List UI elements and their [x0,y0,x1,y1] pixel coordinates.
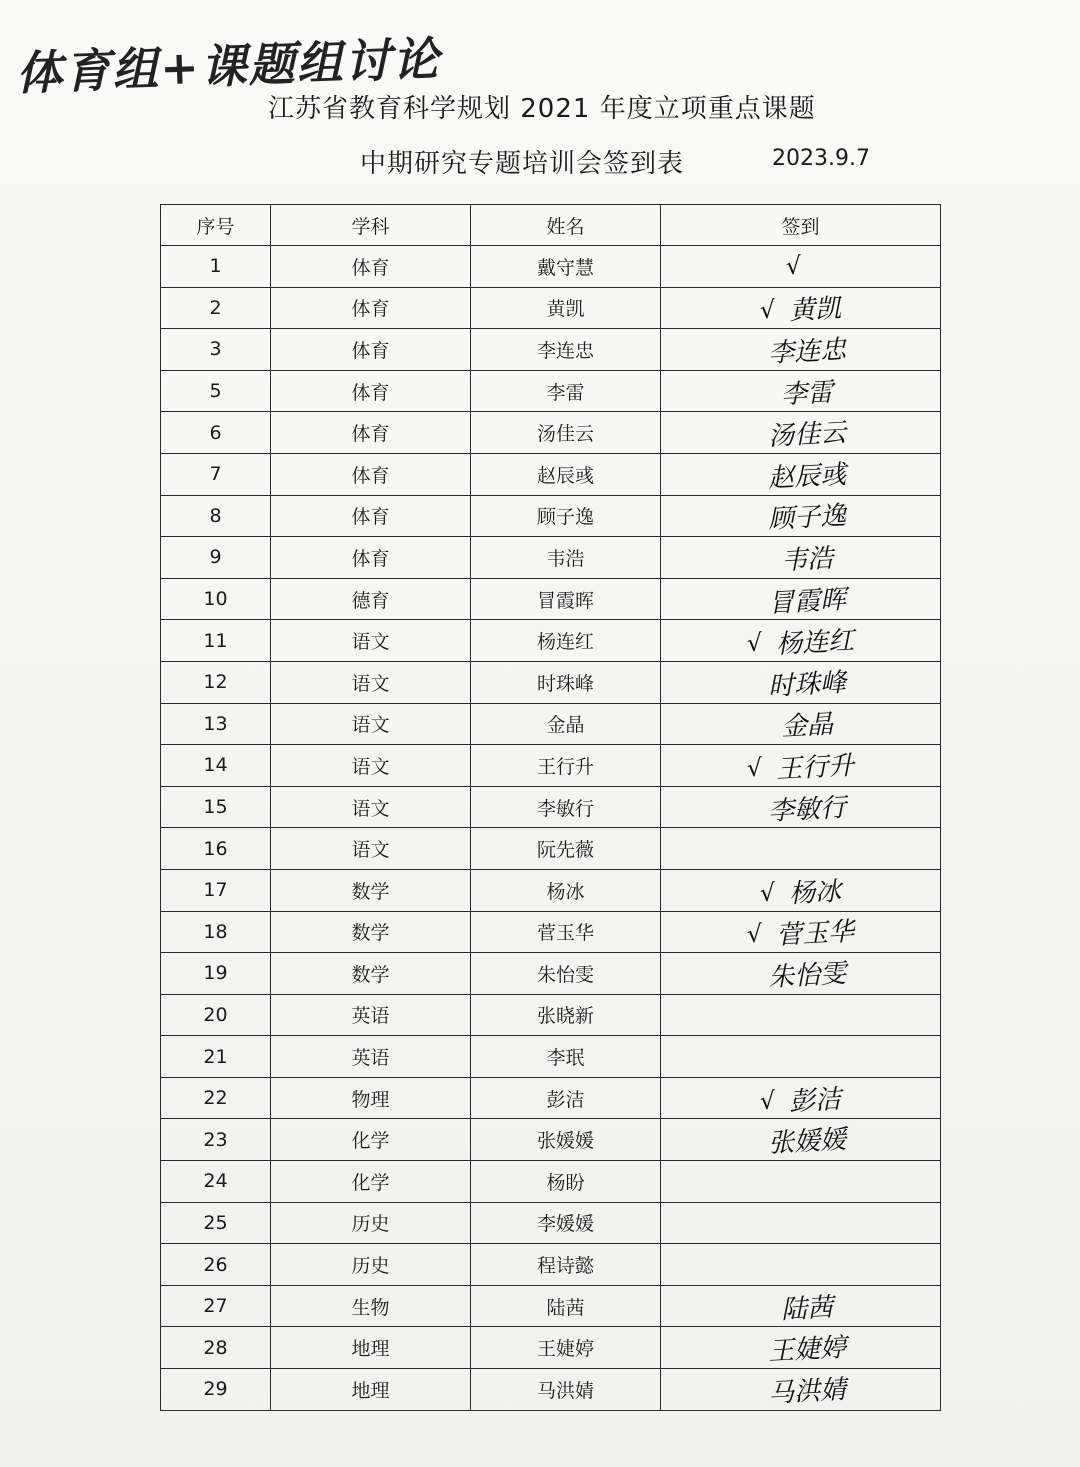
row-number: 9 [161,537,271,579]
table-row [161,1244,941,1286]
table-row [161,1077,941,1119]
handwritten-signature: 杨连红 [775,626,856,661]
row-signature-cell [661,703,941,745]
row-number: 20 [161,994,271,1036]
row-number: 2 [161,287,271,329]
row-name: 赵辰彧 [471,453,661,495]
row-number: 19 [161,953,271,995]
row-subject: 历史 [271,1202,471,1244]
handwritten-signature: 杨冰 [788,876,843,910]
handwritten-signature: 顾子逸 [767,501,848,536]
row-signature-cell [661,1244,941,1286]
handwritten-signature: 菅玉华 [775,917,856,952]
row-number: 18 [161,911,271,953]
table-row [161,745,941,787]
row-signature-cell [661,1327,941,1369]
table-row [161,1119,941,1161]
row-subject: 语文 [271,661,471,703]
row-name: 杨连红 [471,620,661,662]
row-subject: 体育 [271,412,471,454]
row-subject: 化学 [271,1161,471,1203]
row-number: 7 [161,453,271,495]
row-subject: 英语 [271,994,471,1036]
checkmark-icon: √ [759,296,776,325]
row-name: 汤佳云 [471,412,661,454]
row-subject: 英语 [271,1036,471,1078]
row-signature-cell [661,869,941,911]
table-row [161,828,941,870]
row-subject: 物理 [271,1077,471,1119]
table-row [161,453,941,495]
table-row [161,329,941,371]
checkmark-icon: √ [746,753,763,783]
row-signature-cell [661,578,941,620]
table-row [161,246,941,288]
handwritten-signature: 张媛媛 [767,1125,848,1160]
row-number: 24 [161,1161,271,1203]
row-signature-cell [661,495,941,537]
table-row [161,1161,941,1203]
row-number: 21 [161,1036,271,1078]
row-subject: 体育 [271,246,471,288]
checkmark-icon: √ [759,878,776,908]
checkmark-icon: √ [785,251,802,281]
row-signature-cell [661,1202,941,1244]
row-number: 25 [161,1202,271,1244]
row-number: 3 [161,329,271,371]
row-signature-cell [661,1077,941,1119]
row-number: 13 [161,703,271,745]
checkmark-icon: √ [746,919,763,949]
table-row [161,994,941,1036]
row-signature-cell [661,745,941,787]
row-subject: 数学 [271,911,471,953]
table-row [161,1327,941,1369]
handwritten-signature: 朱怡雯 [767,958,848,993]
row-subject: 体育 [271,453,471,495]
handwritten-signature: 李雷 [780,377,835,410]
document-title: 江苏省教育科学规划 2021 年度立项重点课题 [268,94,816,124]
handwritten-signature: 王婕婷 [767,1333,848,1368]
row-name: 李珉 [471,1036,661,1078]
row-signature-cell [661,1369,941,1411]
row-signature-cell [661,1161,941,1203]
row-subject: 语文 [271,620,471,662]
handwritten-signature: 陆茜 [780,1292,835,1325]
handwritten-signature: 马洪婧 [767,1374,848,1409]
table-row [161,537,941,579]
row-number: 16 [161,828,271,870]
row-name: 李雷 [471,370,661,412]
row-signature-cell [661,1036,941,1078]
handwritten-signature: 彭洁 [788,1084,843,1118]
handwritten-signature: 时珠峰 [767,667,848,702]
handwritten-signature: 冒霞晖 [767,584,848,619]
row-name: 张晓新 [471,994,661,1036]
document-date: 2023.9.7 [772,146,870,171]
row-name: 李连忠 [471,329,661,371]
row-number: 1 [161,246,271,288]
row-signature-cell [661,370,941,412]
checkmark-icon: √ [746,628,763,658]
row-number: 22 [161,1077,271,1119]
row-number: 26 [161,1244,271,1286]
row-name: 菅玉华 [471,911,661,953]
row-name: 阮先薇 [471,828,661,870]
table-row [161,1285,941,1327]
row-subject: 地理 [271,1327,471,1369]
handwritten-note: 体育组+课题组讨论 [15,31,442,101]
table-row [161,370,941,412]
row-number: 10 [161,578,271,620]
row-name: 王行升 [471,745,661,787]
row-number: 29 [161,1369,271,1411]
header-signature: 签到 [661,205,941,246]
row-name: 马洪婧 [471,1369,661,1411]
row-number: 23 [161,1119,271,1161]
header-subject: 学科 [271,205,471,246]
row-name: 冒霞晖 [471,578,661,620]
row-subject: 语文 [271,703,471,745]
row-signature-cell [661,246,941,288]
row-subject: 体育 [271,287,471,329]
row-signature-cell [661,620,941,662]
row-name: 李媛媛 [471,1202,661,1244]
handwritten-signature: 金晶 [780,709,835,743]
row-number: 28 [161,1327,271,1369]
table-header-row [161,205,941,246]
row-subject: 数学 [271,869,471,911]
handwritten-signature: 赵辰彧 [767,459,848,494]
table-row [161,1369,941,1411]
row-name: 彭洁 [471,1077,661,1119]
row-signature-cell [661,537,941,579]
row-signature-cell [661,412,941,454]
row-signature-cell [661,953,941,995]
handwritten-signature: 王行升 [775,750,856,785]
row-name: 杨盼 [471,1161,661,1203]
row-subject: 体育 [271,329,471,371]
row-name: 戴守慧 [471,246,661,288]
row-signature-cell [661,1285,941,1327]
row-name: 韦浩 [471,537,661,579]
row-number: 6 [161,412,271,454]
row-number: 14 [161,745,271,787]
row-name: 李敏行 [471,786,661,828]
row-subject: 体育 [271,537,471,579]
header-name: 姓名 [471,205,661,246]
table-row [161,287,941,329]
table-row [161,412,941,454]
row-number: 8 [161,495,271,537]
sign-in-table [160,204,941,1411]
row-signature-cell [661,786,941,828]
row-signature-cell [661,287,941,329]
row-subject: 语文 [271,786,471,828]
handwritten-signature: 黄凯 [788,294,843,327]
row-signature-cell [661,329,941,371]
header-number: 序号 [161,205,271,246]
row-signature-cell [661,911,941,953]
row-name: 朱怡雯 [471,953,661,995]
row-name: 程诗懿 [471,1244,661,1286]
table-row [161,578,941,620]
row-subject: 体育 [271,495,471,537]
handwritten-signature: 李敏行 [767,792,848,827]
table-row [161,1202,941,1244]
row-name: 金晶 [471,703,661,745]
row-subject: 生物 [271,1285,471,1327]
checkmark-icon: √ [759,1086,776,1116]
row-subject: 化学 [271,1119,471,1161]
row-name: 王婕婷 [471,1327,661,1369]
row-name: 黄凯 [471,287,661,329]
row-name: 时珠峰 [471,661,661,703]
row-number: 15 [161,786,271,828]
row-name: 杨冰 [471,869,661,911]
row-signature-cell [661,453,941,495]
row-subject: 数学 [271,953,471,995]
row-subject: 体育 [271,370,471,412]
row-subject: 地理 [271,1369,471,1411]
row-subject: 德育 [271,578,471,620]
table-row [161,495,941,537]
table-row [161,1036,941,1078]
handwritten-signature: 韦浩 [780,543,835,577]
row-signature-cell [661,661,941,703]
row-subject: 语文 [271,745,471,787]
document-subtitle: 中期研究专题培训会签到表 [360,149,685,179]
table-row [161,703,941,745]
row-name: 张媛媛 [471,1119,661,1161]
handwritten-signature: 汤佳云 [767,418,848,453]
row-signature-cell [661,1119,941,1161]
row-subject: 语文 [271,828,471,870]
row-signature-cell [661,828,941,870]
row-name: 陆茜 [471,1285,661,1327]
row-name: 顾子逸 [471,495,661,537]
table-row [161,953,941,995]
table-row [161,620,941,662]
row-number: 27 [161,1285,271,1327]
row-number: 17 [161,869,271,911]
row-signature-cell [661,994,941,1036]
handwritten-signature: 李连忠 [767,334,848,370]
table-row [161,911,941,953]
row-number: 12 [161,661,271,703]
row-number: 5 [161,370,271,412]
row-subject: 历史 [271,1244,471,1286]
table-body [161,246,941,1411]
row-number: 11 [161,620,271,662]
table-row [161,786,941,828]
table-row [161,661,941,703]
table-row [161,869,941,911]
